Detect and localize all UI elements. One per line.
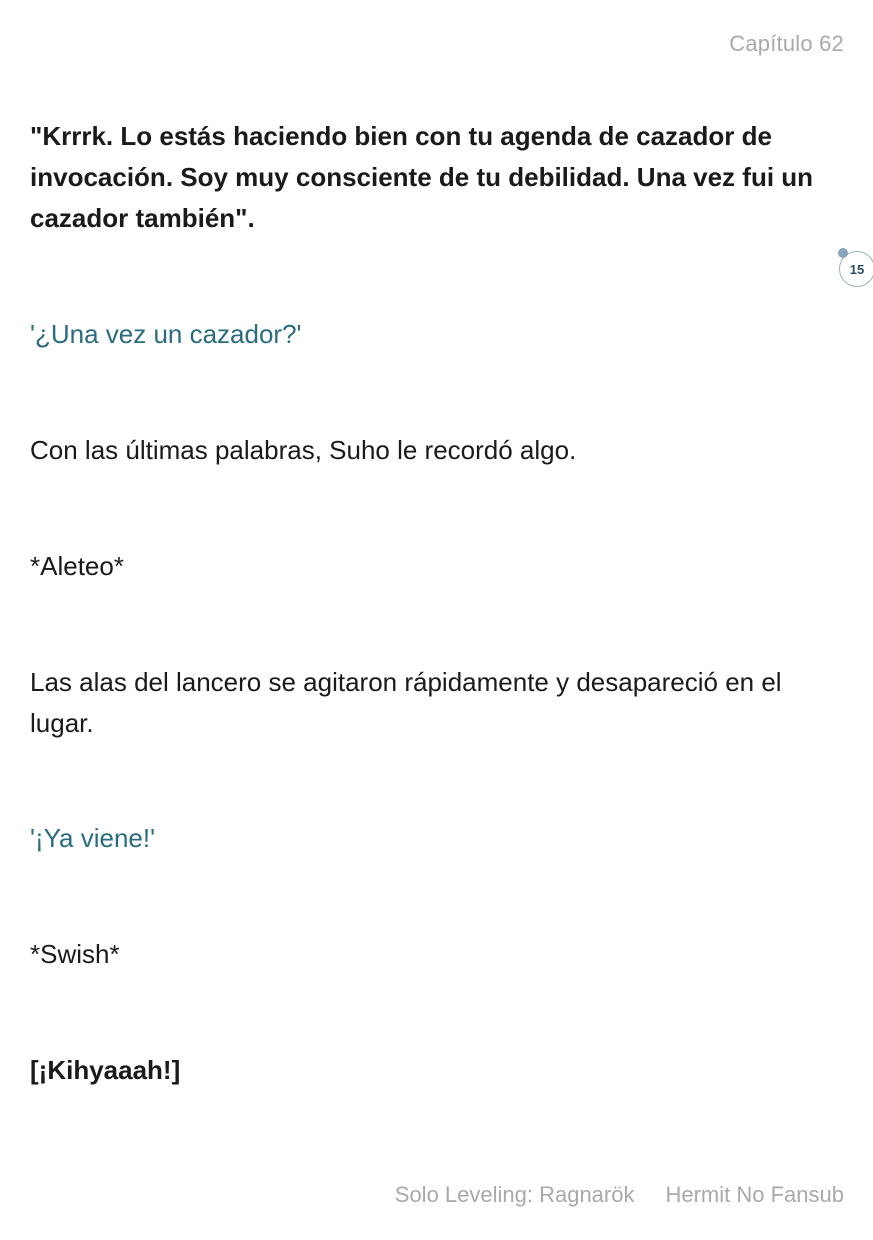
- paragraph-sound-effect: *Aleteo*: [30, 551, 124, 581]
- paragraph-shout: [¡Kihyaaah!]: [30, 1055, 181, 1085]
- paragraph-sound-effect: *Swish*: [30, 939, 120, 969]
- paragraph-thought: '¿Una vez un cazador?': [30, 319, 302, 349]
- page-number: 15: [849, 261, 865, 277]
- book-title: Solo Leveling: Ragnarök: [394, 1182, 635, 1207]
- bookmark-dot-icon: [838, 248, 848, 258]
- paragraph-dialogue: "Krrrk. Lo estás haciendo bien con tu agenda de cazador de invocación. Soy muy consciente de tu debilidad. Una vez fui un cazador también".: [30, 121, 814, 233]
- reader-footer: [395, 1182, 844, 1208]
- chapter-title: Capítulo 62: [729, 31, 844, 56]
- paragraph-narration: Las alas del lancero se agitaron rápidamente y desapareció en el lugar.: [30, 667, 782, 738]
- paragraph-narration: Con las últimas palabras, Suho le recordó algo.: [30, 435, 577, 465]
- paragraph-thought: '¡Ya viene!': [30, 823, 156, 853]
- translator-credit: Hermit No Fansub: [665, 1182, 844, 1207]
- page-number-badge[interactable]: [839, 251, 873, 287]
